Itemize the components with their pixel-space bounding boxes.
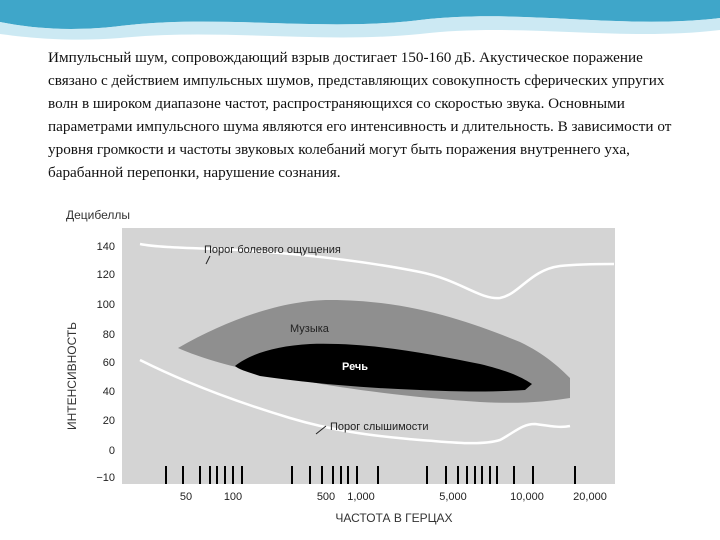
body-paragraph: Импульсный шум, сопровождающий взрыв достигает 150-160 дБ. Акустическое поражение связано с действием импульсных шумов, представляющих совокупность сферических упругих волн в широком диапазоне частот, распространяющихся со скоростью звука. Основными параметрами импульсного шума являются его интенсивность и длительность. В зависимости от уровня громкости и частоты звуковых колебаний могут быть поражения внутреннего уха, барабанной перепонки, нарушение сознания. <box>48 49 672 181</box>
x-tick-label: 20,000 <box>573 491 607 503</box>
music-label: Музыка <box>290 323 329 335</box>
y-tick-label: 80 <box>102 329 115 341</box>
pain-threshold-label: Порог болевого ощущения <box>204 244 341 256</box>
y-tick-label: 20 <box>102 415 115 427</box>
y-tick-label: 140 <box>96 241 115 253</box>
hearing-threshold-label: Порог слышимости <box>330 421 429 433</box>
y-axis-label: ИНТЕНСИВНОСТЬ <box>65 321 79 430</box>
y-tick-label: 120 <box>96 269 115 281</box>
chart-title: Децибеллы <box>66 208 131 222</box>
x-tick-label: 50 <box>179 491 193 503</box>
x-tick-label: 5,000 <box>439 491 467 503</box>
y-tick-labels <box>96 241 115 484</box>
x-tick-labels <box>180 491 607 503</box>
x-tick-label: 1,000 <box>347 491 375 503</box>
speech-label: Речь <box>342 361 369 373</box>
y-tick-label: −10 <box>96 472 115 484</box>
y-tick-label: 60 <box>102 357 115 369</box>
y-tick-label: 40 <box>102 386 115 398</box>
x-tick-label: 10,000 <box>510 491 544 503</box>
x-tick-label: 100 <box>223 491 243 503</box>
y-tick-label: 100 <box>96 299 115 311</box>
x-tick-label: 500 <box>316 491 336 503</box>
y-tick-label: 0 <box>108 445 115 457</box>
x-axis-label: ЧАСТОТА В ГЕРЦАХ <box>335 511 453 525</box>
